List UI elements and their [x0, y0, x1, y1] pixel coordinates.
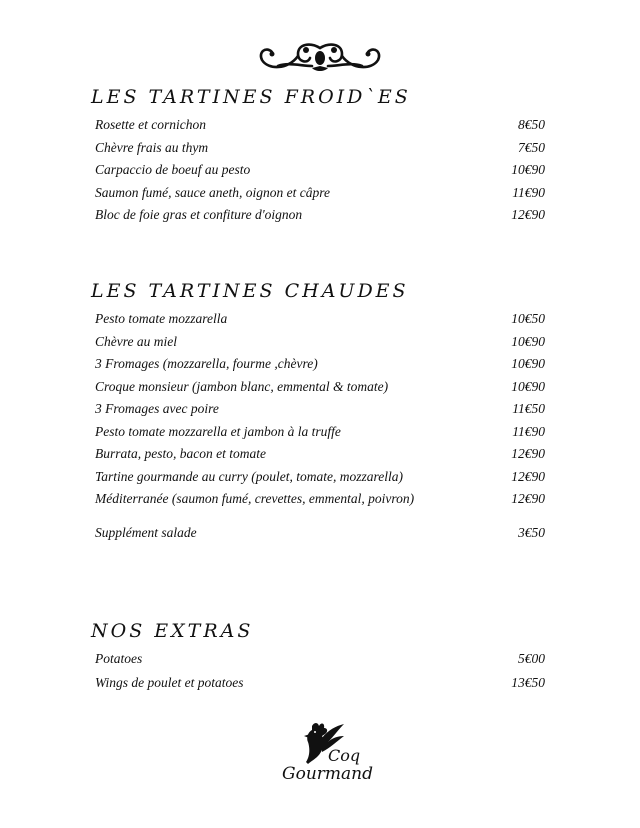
item-name: Chèvre au miel — [95, 333, 177, 349]
item-price: 10€90 — [511, 162, 545, 177]
item-price: 10€90 — [511, 333, 545, 349]
item-price: 7€50 — [518, 139, 545, 155]
item-price: 13€50 — [511, 675, 545, 690]
menu-list-tartines-froides — [95, 117, 545, 230]
logo-text-gourmand: Gourmand — [282, 764, 373, 784]
menu-item — [95, 356, 545, 379]
item-price: 3€50 — [518, 524, 545, 540]
item-name: Croque monsieur (jambon blanc, emmental & tomate) — [95, 378, 389, 394]
item-price: 12€90 — [511, 207, 545, 222]
restaurant-logo — [280, 718, 373, 794]
menu-item — [95, 311, 545, 334]
section-title-tartines-froides: LES TARTINES FROID`ES — [91, 86, 411, 108]
item-name: Chèvre frais au thym — [95, 139, 209, 155]
section-title-tartines-chaudes: LES TARTINES CHAUDES — [91, 280, 409, 302]
item-name: Méditerranée (saumon fumé, crevettes, emmental, poivron) — [95, 491, 415, 506]
item-price: 12€90 — [511, 446, 545, 461]
item-name: Rosette et cornichon — [95, 117, 206, 132]
item-name: 3 Fromages (mozzarella, fourme ,chèvre) — [95, 356, 318, 371]
menu-item — [95, 424, 545, 447]
menu-item — [95, 334, 545, 357]
item-name: Wings de poulet et potatoes — [95, 675, 244, 690]
menu-item — [95, 162, 545, 185]
item-name: Saumon fumé, sauce aneth, oignon et câpre — [95, 184, 330, 200]
item-name: Pesto tomate mozzarella et jambon à la truffe — [95, 423, 341, 439]
item-price: 12€90 — [511, 491, 545, 506]
item-name: Burrata, pesto, bacon et tomate — [95, 446, 266, 461]
item-price: 12€90 — [511, 468, 545, 484]
menu-item — [95, 117, 545, 140]
item-name: Carpaccio de boeuf au pesto — [95, 162, 251, 177]
item-name: Supplément salade — [95, 524, 197, 540]
menu-list-nos-extras — [95, 651, 545, 699]
menu-item — [95, 446, 545, 469]
item-price: 11€90 — [512, 423, 545, 439]
item-price: 10€90 — [511, 356, 545, 371]
item-price: 5€00 — [518, 651, 545, 666]
item-name: Tartine gourmande au curry (poulet, tomate, mozzarella) — [95, 468, 403, 484]
item-name: Pesto tomate mozzarella — [95, 311, 228, 326]
item-price: 11€90 — [512, 184, 545, 200]
logo-text-coq: Coq — [328, 746, 361, 765]
item-price: 10€50 — [511, 311, 545, 326]
item-price: 10€90 — [511, 378, 545, 394]
menu-item — [95, 207, 545, 230]
item-price: 11€50 — [512, 401, 545, 416]
item-name: Potatoes — [95, 651, 143, 666]
supplement-item — [95, 525, 545, 548]
item-name: 3 Fromages avec poire — [95, 401, 219, 416]
menu-list-tartines-chaudes — [95, 311, 545, 547]
menu-item — [95, 379, 545, 402]
item-name: Bloc de foie gras et confiture d'oignon — [95, 207, 303, 222]
scroll-ornament-icon — [258, 40, 382, 74]
menu-item — [95, 185, 545, 208]
menu-item — [95, 140, 545, 163]
section-title-nos-extras: NOS EXTRAS — [91, 620, 254, 642]
menu-item — [95, 401, 545, 424]
item-price: 8€50 — [518, 117, 545, 132]
menu-item — [95, 469, 545, 492]
menu-item — [95, 491, 545, 514]
menu-item — [95, 675, 545, 699]
menu-item — [95, 651, 545, 675]
